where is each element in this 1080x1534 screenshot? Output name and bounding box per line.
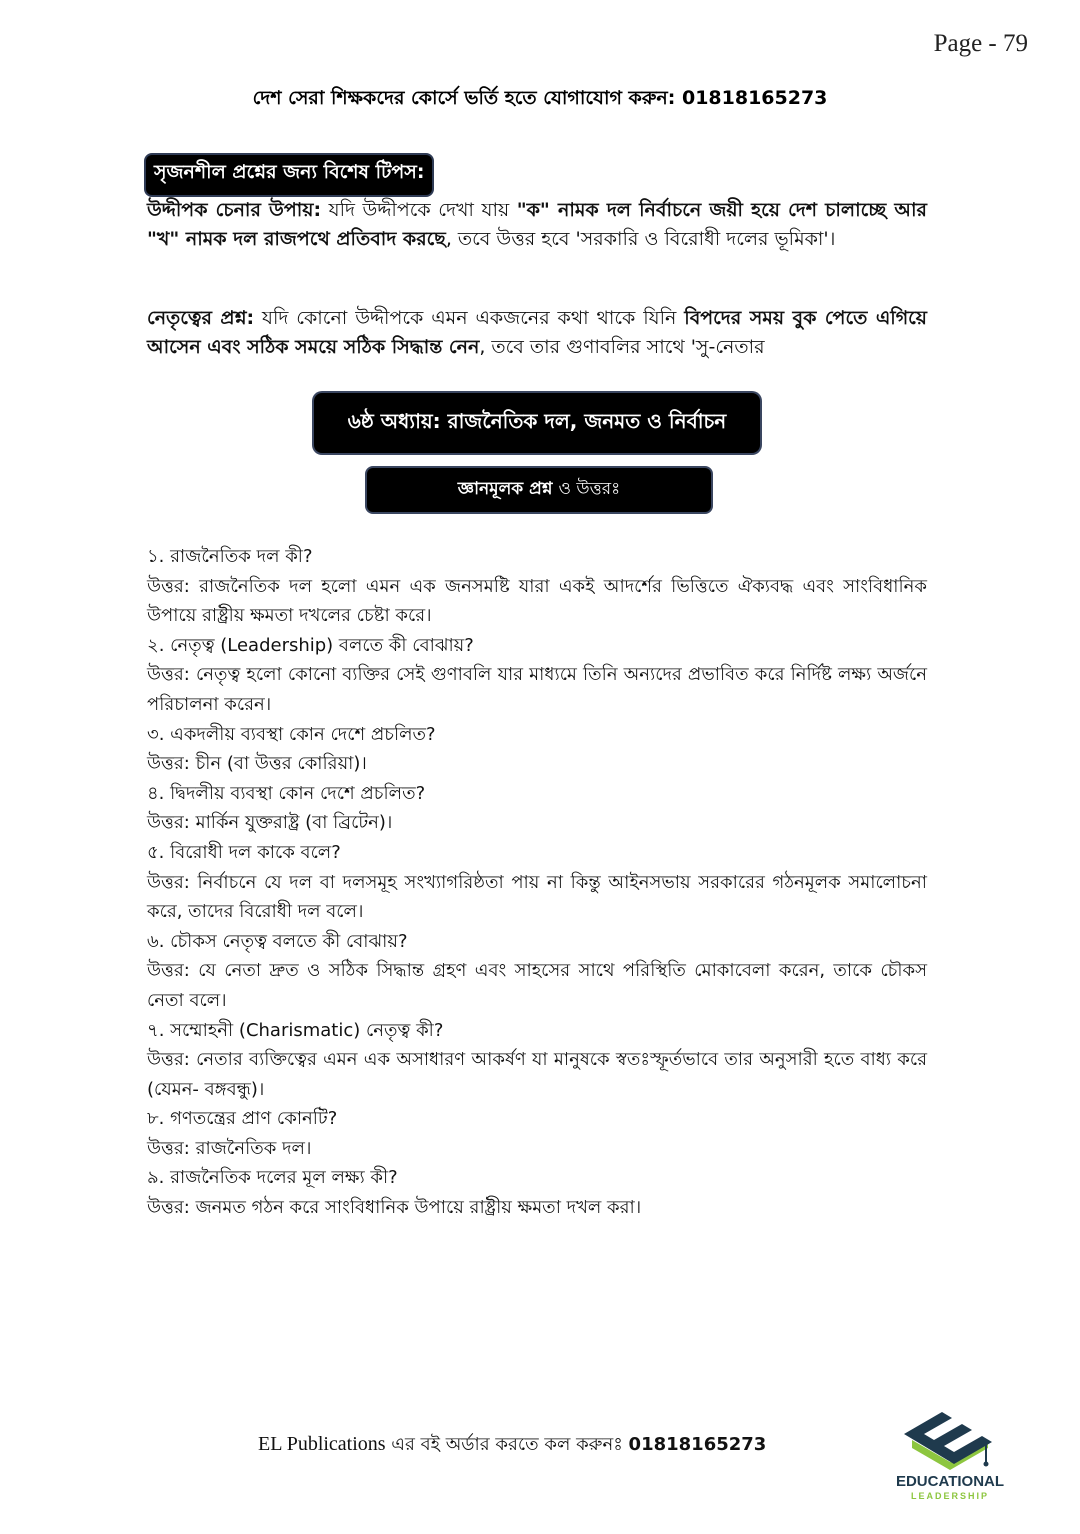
educational-leadership-logo xyxy=(890,1410,1010,1510)
answer: উত্তর: নেতৃত্ব হলো কোনো ব্যক্তির সেই গুণাবলি যার মাধ্যমে তিনি অন্যদের প্রভাবিত করে নির্দিষ্ট লক্ষ্য অর্জনে পরিচালনা করেন। xyxy=(147,664,927,715)
question: ৮. গণতন্ত্রের প্রাণ কোনটি? xyxy=(147,1108,338,1130)
tips-text: , তবে উত্তর হবে 'সরকারি ও বিরোধী দলের ভূমিকা'। xyxy=(445,228,836,250)
page-number: Page - 79 xyxy=(933,30,1028,57)
answer: উত্তর: চীন (বা উত্তর কোরিয়া)। xyxy=(147,753,367,775)
tips-paragraph-stimulus xyxy=(147,196,927,254)
promo-banner: দেশ সেরা শিক্ষকদের কোর্সে ভর্তি হতে যোগাযোগ করুন: 01818165273 xyxy=(252,87,828,109)
tips-text: , তবে তার গুণাবলির সাথে 'সু-নেতার xyxy=(479,336,765,358)
answer: উত্তর: জনমত গঠন করে সাংবিধানিক উপায়ে রাষ্ট্রীয় ক্ষমতা দখল করা। xyxy=(147,1197,642,1219)
qa-item xyxy=(147,779,927,838)
section-title-strong: জ্ঞানমূলক প্রশ্ন xyxy=(457,479,553,499)
question: ৩. একদলীয় ব্যবস্থা কোন দেশে প্রচলিত? xyxy=(147,723,436,745)
logo-name: EDUCATIONAL xyxy=(895,1473,1005,1490)
tips-badge: সৃজনশীল প্রশ্নের জন্য বিশেষ টিপস: xyxy=(146,155,432,195)
qa-item xyxy=(147,720,927,779)
tips-text: যদি উদ্দীপকে দেখা যায় xyxy=(321,199,517,221)
footer-phone: 01818165273 xyxy=(628,1434,767,1455)
answer: উত্তর: নেতার ব্যক্তিত্বের এমন এক অসাধারণ আকর্ষণ যা মানুষকে স্বতঃস্ফূর্তভাবে তার অনুসারী হতে বাধ্য করে (যেমন- বঙ্গবন্ধু)। xyxy=(147,1049,927,1100)
section-title-rest: ও উত্তরঃ xyxy=(558,479,621,499)
question: ৫. বিরোধী দল কাকে বলে? xyxy=(147,841,341,863)
question: ১. রাজনৈতিক দল কী? xyxy=(147,546,313,567)
question: ২. নেতৃত্ব (Leadership) বলতে কী বোঝায়? xyxy=(147,634,474,656)
answer: উত্তর: রাজনৈতিক দল হলো এমন এক জনসমষ্টি যারা একই আদর্শের ভিত্তিতে ঐক্যবদ্ধ এবং সাংবিধানিক উপায়ে রাষ্ট্রীয় ক্ষমতা দখলের চেষ্টা করে। xyxy=(147,575,927,627)
tips-bold-text: "ক" নামক দল নির্বাচনে জয়ী হয়ে দেশ চালাচ্ছে আর "খ" নামক দল রাজপথে প্রতিবাদ করছে xyxy=(147,199,927,250)
tips-paragraph-leadership xyxy=(147,304,927,362)
qa-item xyxy=(147,838,927,927)
question: ৭. সম্মোহনী (Charismatic) নেতৃত্ব কী? xyxy=(147,1019,444,1041)
section-title xyxy=(367,468,711,512)
footer-text: এর বই অর্ডার করতে কল করুনঃ xyxy=(385,1434,629,1455)
qa-item xyxy=(147,1016,927,1105)
qa-item xyxy=(147,631,927,720)
qa-item xyxy=(147,1104,927,1163)
qa-list xyxy=(147,542,927,1223)
qa-item xyxy=(147,1163,927,1222)
chapter-title-text: ৬ষ্ঠ অধ্যায়: রাজনৈতিক দল, জনমত ও নির্বাচন xyxy=(347,408,727,433)
qa-item xyxy=(147,927,927,1016)
tips-text: যদি কোনো উদ্দীপকে এমন একজনের কথা থাকে যিনি xyxy=(254,307,685,329)
qa-item xyxy=(147,542,927,631)
question: ৪. দ্বিদলীয় ব্যবস্থা কোন দেশে প্রচলিত? xyxy=(147,782,426,804)
question: ৯. রাজনৈতিক দলের মূল লক্ষ্য কী? xyxy=(147,1167,398,1189)
chapter-title xyxy=(314,393,760,453)
answer: উত্তর: যে নেতা দ্রুত ও সঠিক সিদ্ধান্ত গ্রহণ এবং সাহসের সাথে পরিস্থিতি মোকাবেলা করেন, তাকে চৌকস নেতা বলে। xyxy=(147,960,927,1011)
answer: উত্তর: মার্কিন যুক্তরাষ্ট্র (বা ব্রিটেন)। xyxy=(147,812,393,834)
graduation-cap-logo-icon xyxy=(890,1410,1010,1472)
tips-bold-text: বিপদের সময় বুক পেতে এগিয়ে আসেন এবং সঠিক সময়ে সঠিক সিদ্ধান্ত নেন xyxy=(147,307,927,358)
answer: উত্তর: রাজনৈতিক দল। xyxy=(147,1137,312,1159)
question: ৬. চৌকস নেতৃত্ব বলতে কী বোঝায়? xyxy=(147,930,408,952)
answer: উত্তর: নির্বাচনে যে দল বা দলসমূহ সংখ্যাগরিষ্ঠতা পায় না কিন্তু আইনসভায় সরকারের গঠনমূলক সমালোচনা করে, তাদের বিরোধী দল বলে। xyxy=(147,871,927,923)
footer-order-line xyxy=(258,1430,766,1461)
tips-label: উদ্দীপক চেনার উপায়: xyxy=(147,199,322,221)
publisher-name: EL Publications xyxy=(258,1433,386,1455)
tips-label: নেতৃত্বের প্রশ্ন: xyxy=(147,307,255,329)
logo-subtitle: LEADERSHIP xyxy=(910,1491,989,1501)
